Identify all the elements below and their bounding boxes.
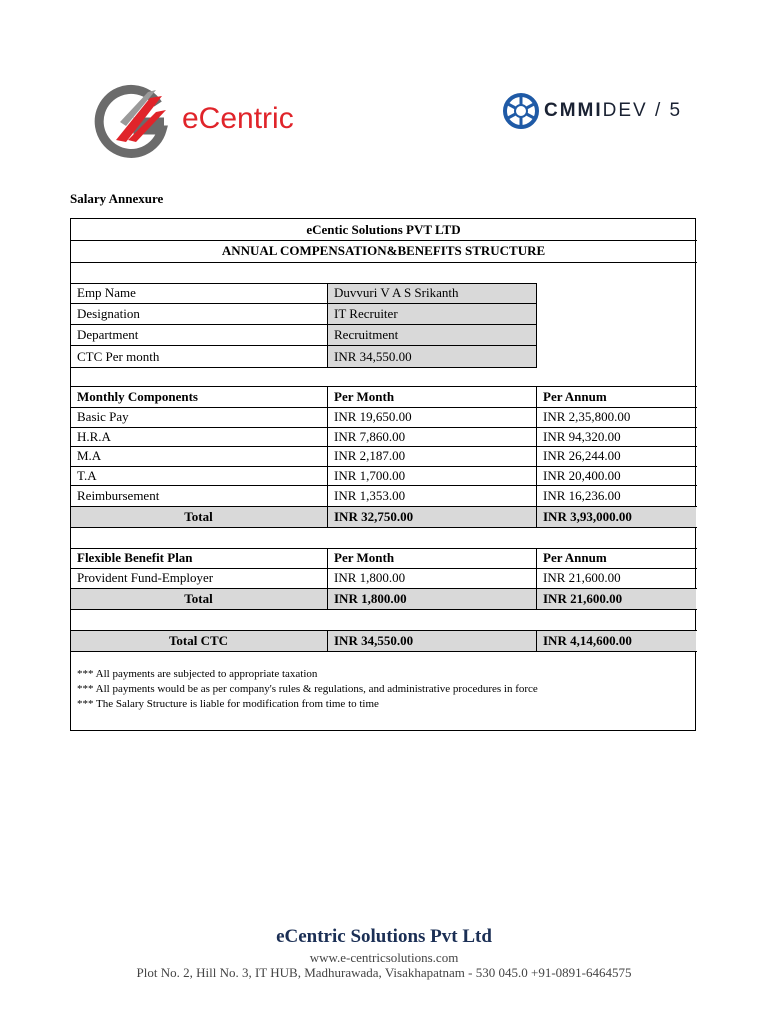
table-row-annum: INR 2,35,800.00 — [543, 409, 631, 424]
ecentric-logo-mark-icon — [92, 82, 172, 160]
cmmi-logo-text: CMMIDEV / 5 — [544, 100, 683, 121]
company-name: eCentic Solutions PVT LTD — [306, 221, 461, 237]
table-row-label: Basic Pay — [77, 409, 129, 424]
table-row-label: Provident Fund-Employer — [77, 570, 214, 585]
emp-name-label: Emp Name — [77, 285, 136, 300]
total-ctc-label: Total CTC — [168, 632, 229, 648]
flex-header-component: Flexible Benefit Plan — [77, 550, 193, 565]
monthly-header-per-annum: Per Annum — [543, 388, 607, 404]
total-ctc-month: INR 34,550.00 — [334, 632, 414, 648]
table-row-month: INR 7,860.00 — [334, 428, 406, 444]
cmmi-globe-icon — [502, 92, 540, 130]
document-title: Salary Annexure — [70, 191, 164, 206]
table-row-label: T.A — [77, 467, 97, 483]
ctc-month-label: CTC Per month — [77, 348, 160, 364]
table-row-annum: INR 21,600.00 — [543, 570, 621, 585]
table-row-annum: INR 20,400.00 — [543, 467, 621, 483]
total-ctc-annum: INR 4,14,600.00 — [543, 632, 632, 648]
note-taxation: *** All payments are subjected to appropriate taxation — [77, 668, 318, 680]
table-row-month: INR 19,650.00 — [334, 409, 412, 424]
emp-name-value: Duvvuri V A S Srikanth — [334, 285, 459, 300]
footer-company: eCentric Solutions Pvt Ltd — [276, 926, 492, 947]
monthly-header-per-month: Per Month — [334, 388, 395, 404]
table-row-month: INR 1,800.00 — [334, 570, 406, 585]
ecentric-logo — [92, 82, 332, 160]
flex-total-label: Total — [184, 591, 213, 606]
cmmi-logo — [500, 92, 700, 132]
table-row-label: H.R.A — [77, 428, 111, 444]
flex-header-per-month: Per Month — [334, 550, 395, 565]
department-label: Department — [77, 327, 139, 342]
table-row-annum: INR 94,320.00 — [543, 428, 621, 444]
ecentric-logo-text: eCentric — [182, 102, 294, 135]
ctc-month-value: INR 34,550.00 — [334, 348, 412, 364]
table-row-annum: INR 16,236.00 — [543, 487, 621, 503]
designation-label: Designation — [77, 306, 140, 321]
footer-address: Plot No. 2, Hill No. 3, IT HUB, Madhurawada, Visakhapatnam - 530 045.0 +91-0891-6464575 — [136, 965, 632, 980]
flex-header-per-annum: Per Annum — [543, 550, 607, 565]
monthly-total-month: INR 32,750.00 — [334, 508, 414, 524]
table-row-label: M.A — [77, 448, 102, 463]
monthly-total-annum: INR 3,93,000.00 — [543, 508, 632, 524]
flex-total-annum: INR 21,600.00 — [543, 591, 623, 606]
flex-total-month: INR 1,800.00 — [334, 591, 407, 606]
table-row-month: INR 2,187.00 — [334, 448, 406, 463]
structure-subtitle: ANNUAL COMPENSATION&BENEFITS STRUCTURE — [221, 242, 546, 258]
footer-website: www.e-centricsolutions.com — [309, 950, 459, 965]
table-row-month: INR 1,700.00 — [334, 467, 406, 483]
note-modification: *** The Salary Structure is liable for modification from time to time — [77, 698, 379, 710]
table-row-label: Reimbursement — [77, 487, 160, 503]
department-value: Recruitment — [334, 327, 399, 342]
designation-value: IT Recruiter — [334, 306, 398, 321]
table-row-month: INR 1,353.00 — [334, 487, 406, 503]
table-row-annum: INR 26,244.00 — [543, 448, 621, 463]
note-rules: *** All payments would be as per company's rules & regulations, and administrative procedures in force — [77, 683, 538, 695]
monthly-header-component: Monthly Components — [77, 388, 198, 404]
monthly-total-label: Total — [184, 508, 213, 524]
